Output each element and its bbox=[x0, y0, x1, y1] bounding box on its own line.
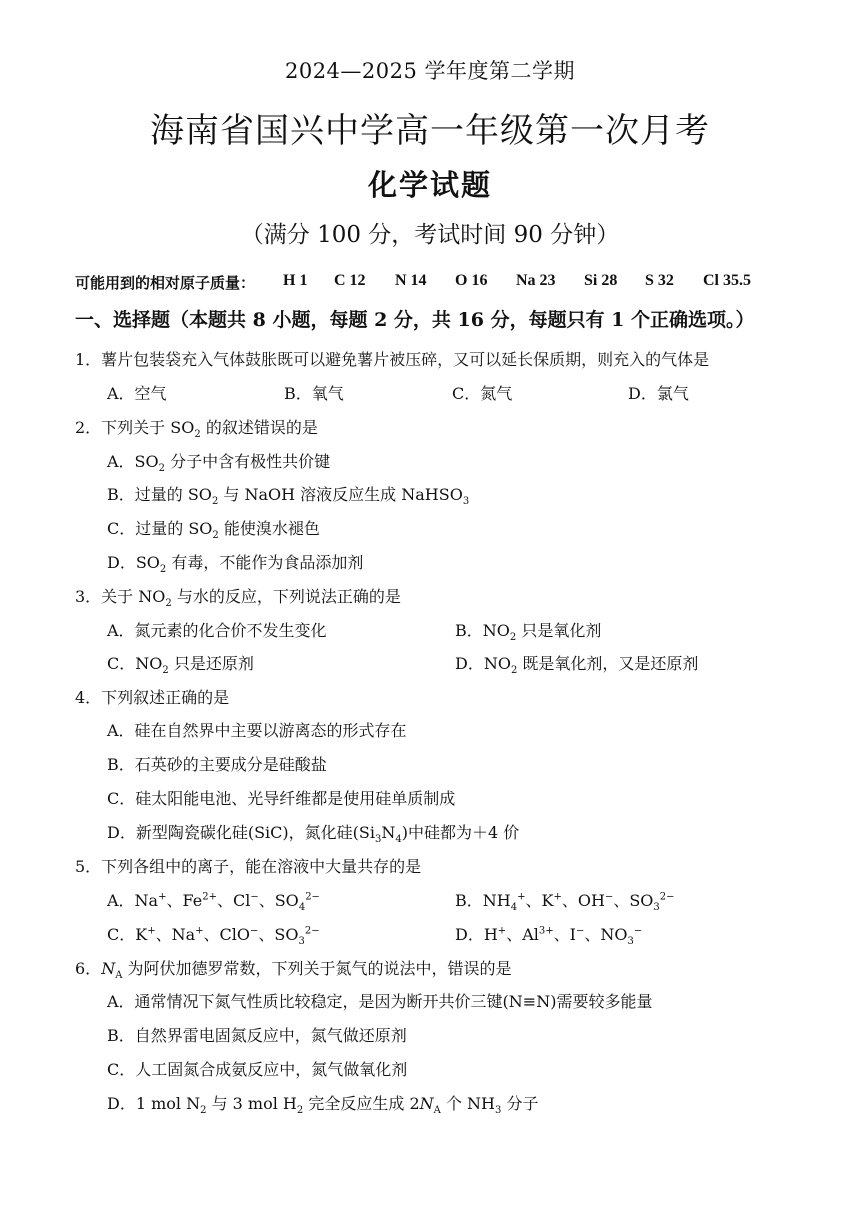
q6-option-c: C．人工固氮合成氨反应中，氮气做氧化剂 bbox=[107, 1060, 408, 1079]
atomic-masses-line bbox=[75, 272, 255, 293]
q1-option-d: D．氯气 bbox=[628, 384, 689, 403]
atomic-mass-item: Cl 35.5 bbox=[703, 272, 751, 289]
q6-option-b: B．自然界雷电固氮反应中，氮气做还原剂 bbox=[107, 1026, 407, 1045]
q5-option-a: A．Na+、$Fe^{2+}$、Cl−、$SO_4^{2-}$ bbox=[107, 891, 320, 914]
exam-title: 海南省国兴中学高一年级第一次月考 bbox=[150, 111, 710, 151]
atomic-mass-item: O 16 bbox=[455, 272, 488, 289]
q5-option-d: D．H+、$Al^{3+}$、I−、$NO_3^-$ bbox=[455, 925, 643, 948]
atomic-mass-item: H 1 bbox=[283, 272, 308, 289]
q3-option-c: C．$NO_2$ 只是还原剂 bbox=[107, 654, 254, 677]
question-1-stem: 1．薯片包装袋充入气体鼓胀既可以避免薯片被压碎，又可以延长保质期，则充入的气体是 bbox=[75, 350, 710, 369]
q4-option-d: D．新型陶瓷碳化硅(SiC)，氮化硅$(Si_3N_4)$中硅都为＋4 价 bbox=[107, 823, 520, 846]
question-3-stem: 3．关于 $NO_2$ 与水的反应，下列说法正确的是 bbox=[75, 587, 401, 610]
atomic-mass-item: N 14 bbox=[395, 272, 427, 289]
q4-option-c: C．硅太阳能电池、光导纤维都是使用硅单质制成 bbox=[107, 789, 456, 808]
q4-option-a: A．硅在自然界中主要以游离态的形式存在 bbox=[107, 721, 407, 740]
q6-option-d: D．1 mol $N_2$ 与 3 mol $H_2$ 完全反应生成 $2N_A$ 个 $NH_3$ 分子 bbox=[107, 1094, 539, 1117]
q1-option-c: C．氮气 bbox=[452, 384, 513, 403]
question-4-stem: 4．下列叙述正确的是 bbox=[75, 688, 230, 707]
atomic-mass-item: C 12 bbox=[334, 272, 366, 289]
q3-option-d: D．$NO_2$ 既是氧化剂，又是还原剂 bbox=[455, 654, 699, 677]
q2-option-b: B．过量的 $SO_2$ 与 NaOH 溶液反应生成 NaHSO$_3$ bbox=[107, 485, 470, 508]
question-6-stem: 6．$N_A$ 为阿伏加德罗常数，下列关于氮气的说法中，错误的是 bbox=[75, 959, 512, 982]
q3-option-b: B．$NO_2$ 只是氧化剂 bbox=[455, 621, 602, 644]
exam-info: （满分 100 分，考试时间 90 分钟） bbox=[240, 222, 620, 248]
question-2-stem: 2．下列关于 $SO_2$ 的叙述错误的是 bbox=[75, 418, 318, 441]
q2-option-a: A．$SO_2$ 分子中含有极性共价键 bbox=[107, 452, 331, 475]
q6-option-a: A．通常情况下氮气性质比较稳定，是因为断开共价三键(N≡N)需要较多能量 bbox=[107, 992, 653, 1011]
q2-option-c: C．过量的 $SO_2$ 能使溴水褪色 bbox=[107, 519, 320, 542]
q1-option-a: A．空气 bbox=[107, 384, 167, 403]
term-title: 2024—2025 学年度第二学期 bbox=[284, 59, 576, 83]
atomic-masses-label: 可能用到的相对原子质量： bbox=[75, 274, 256, 292]
atomic-mass-item: Na 23 bbox=[516, 272, 556, 289]
question-5-stem: 5．下列各组中的离子，能在溶液中大量共存的是 bbox=[75, 857, 422, 876]
q3-option-a: A．氮元素的化合价不发生变化 bbox=[107, 621, 327, 640]
q5-option-c: C．K+、Na+、ClO−、$SO_3^{2-}$ bbox=[107, 925, 320, 948]
q4-option-b: B．石英砂的主要成分是硅酸盐 bbox=[107, 755, 327, 774]
q2-option-d: D．$SO_2$ 有毒，不能作为食品添加剂 bbox=[107, 553, 364, 576]
atomic-mass-item: Si 28 bbox=[584, 272, 618, 289]
q5-option-b: B．$NH_4^+$、K+、OH−、$SO_3^{2-}$ bbox=[455, 891, 675, 914]
atomic-mass-item: S 32 bbox=[645, 272, 674, 289]
subject-title: 化学试题 bbox=[367, 168, 492, 202]
section-title: 一、选择题（本题共 8 小题，每题 2 分，共 16 分，每题只有 1 个正确选项。） bbox=[75, 309, 755, 331]
q1-option-b: B．氧气 bbox=[284, 384, 344, 403]
